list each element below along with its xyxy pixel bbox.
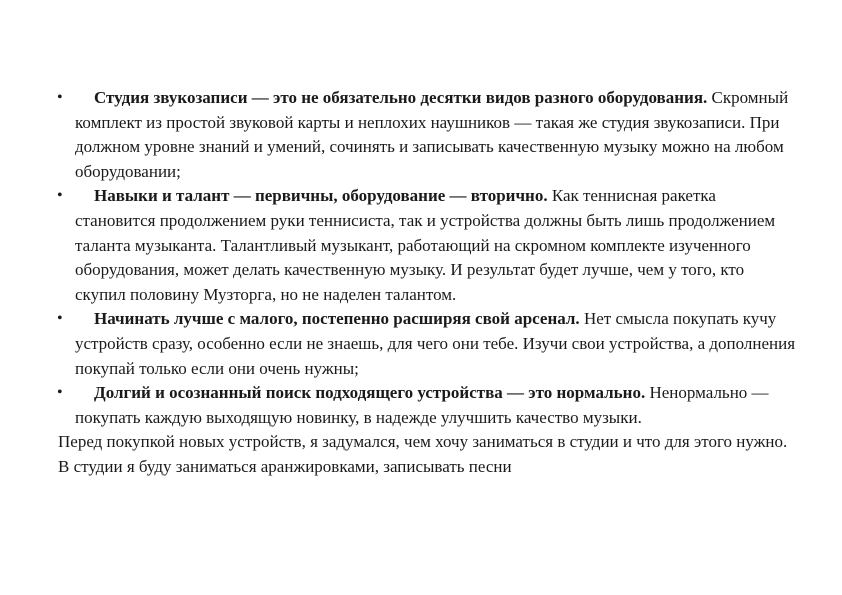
list-item-heading: Студия звукозаписи — это не обязательно десятки видов разного оборудования. [94, 88, 708, 107]
list-item-text: Как теннисная ракетка становится продолжением руки теннисиста, так и устройства должны быть лишь продолжением таланта музыканта. Талантливый музыкант, работающий на скромном комплекте изученного оборудования, может делать качественную музыку. И результат будет лучше, чем у того, кто скупил половину Музторга, но не наделен талантом. [75, 186, 776, 304]
document-page [58, 86, 798, 480]
list-item [58, 184, 798, 307]
list-item-text: Нет смысла покупать кучу устройств сразу, особенно если не знаешь, для чего они тебе. Изучи свои устройства, а дополнения покупай только если они очень нужны; [75, 309, 796, 378]
list-item [58, 86, 798, 184]
bullet-icon: • [57, 187, 63, 205]
bullet-icon: • [57, 384, 63, 402]
list-item-heading: Начинать лучше с малого, постепенно расширяя свой арсенал. [94, 309, 580, 329]
list-item-heading: Навыки и талант — первичны, оборудование — вторично. [94, 186, 548, 206]
list-item-text: Ненормально — покупать каждую выходящую новинку, в надежде улучшить качество музыки. [75, 383, 769, 427]
list-item [58, 307, 798, 381]
list-item-heading: Долгий и осознанный поиск подходящего устройства — это нормально. [94, 383, 646, 403]
bullet-list [58, 86, 798, 430]
list-item [58, 381, 798, 430]
body-paragraph: Перед покупкой новых устройств, я задумался, чем хочу заниматься в студии и что для этого нужно. В студии я буду заниматься аранжировками, записывать песни [58, 432, 788, 476]
bullet-icon: • [57, 310, 63, 328]
list-item-text: Скромный комплект из простой звуковой карты и неплохих наушников — такая же студия звукозаписи. При должном уровне знаний и умений, сочинять и записывать качественную музыку можно на любом оборудовании; [75, 88, 789, 181]
bullet-icon: • [57, 89, 63, 106]
